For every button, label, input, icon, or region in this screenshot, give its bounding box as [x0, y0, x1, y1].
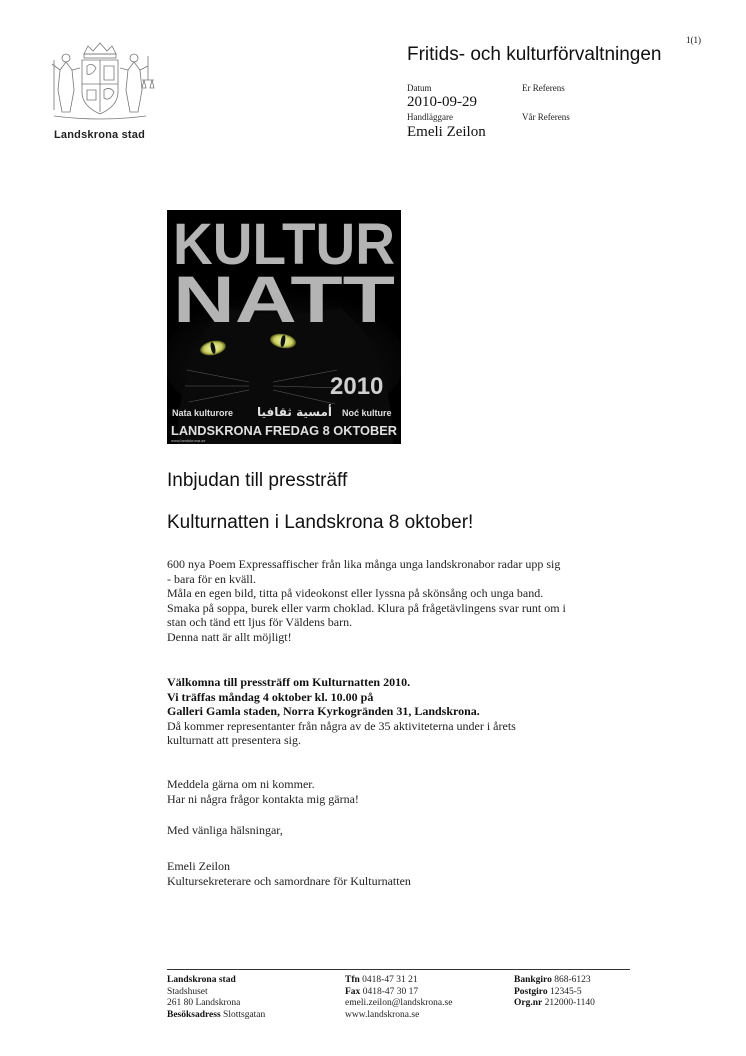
bold-line: Välkomna till pressträff om Kulturnatten 2010.: [167, 675, 411, 689]
text-line: - bara för en kväll.: [167, 571, 256, 586]
footer-web-link[interactable]: www.landskrona.se: [345, 1009, 420, 1020]
footer-fax-label: Fax: [345, 986, 361, 997]
text-line: Har ni några frågor kontakta mig gärna!: [167, 791, 359, 806]
footer-orgnr-label: Org.nr: [514, 998, 543, 1008]
footer-visit-label: Besöksadress: [167, 1009, 221, 1020]
footer-org: Landskrona stad: [167, 975, 236, 985]
signature-name: Emeli Zeilon: [167, 859, 230, 873]
footer-postgiro-value: 12345-5: [549, 986, 582, 997]
press-meeting-paragraph: [167, 675, 667, 748]
footer-email-link[interactable]: emeli.zeilon@landskrona.se: [345, 998, 453, 1008]
poster-title-natt: NATT: [173, 262, 395, 336]
text-line: stan och tänd ett ljus för Väldens barn.: [167, 615, 353, 630]
footer-payment: [514, 975, 595, 1010]
footer-address: [167, 975, 265, 1021]
er-referens-label: Er Referens: [522, 83, 565, 93]
datum-value: 2010-09-29: [407, 94, 477, 110]
footer-tfn-value: 0418-47 31 21: [362, 975, 418, 985]
footer-tfn-label: Tfn: [345, 975, 360, 985]
text-line: Måla en egen bild, titta på videokonst eller lyssna på skönsång och unga band.: [167, 586, 544, 601]
footer-bankgiro-value: 868-6123: [554, 975, 591, 985]
var-referens-label: Vår Referens: [522, 112, 570, 122]
poster-url: www.landskrona.se: [171, 438, 206, 443]
signature-title: Kultursekreterare och samordnare för Kulturnatten: [167, 873, 411, 888]
poster-tagline-arabic: أمسية ثقافيا: [257, 405, 333, 419]
footer-building: Stadshuset: [167, 986, 208, 997]
footer-fax-value: 0418-47 30 17: [362, 986, 419, 997]
bold-line: Vi träffas måndag 4 oktober kl. 10.00 på: [167, 689, 374, 704]
text-line: 600 nya Poem Expressaffischer från lika många unga landskronabor radar upp sig: [167, 557, 561, 571]
footer-contact: [345, 975, 452, 1021]
text-line: Meddela gärna om ni kommer.: [167, 777, 315, 791]
heading-invitation: Inbjudan till pressträff: [167, 470, 348, 491]
signature: [167, 859, 667, 888]
handlaggare-value: Emeli Zeilon: [407, 124, 486, 140]
poster-tagline-right: Noć kulture: [342, 408, 392, 418]
department-name: Fritids- och kulturförvaltningen: [407, 44, 662, 65]
poster-year: 2010: [330, 373, 384, 400]
text-line: Denna natt är allt möjligt!: [167, 629, 292, 644]
contact-paragraph: [167, 777, 667, 806]
coat-of-arms-logo: [40, 40, 160, 126]
datum-label: Datum: [407, 83, 432, 93]
closing-greeting: [167, 823, 667, 838]
kulturnatt-poster: [167, 210, 401, 444]
text-line: Smaka på soppa, burek eller varm choklad. Klura på frågetävlingens svar runt om i: [167, 600, 566, 615]
footer-postgiro-label: Postgiro: [514, 986, 548, 997]
page-number: 1(1): [686, 35, 701, 45]
footer-postal: 261 80 Landskrona: [167, 998, 241, 1008]
text-line: kulturnatt att presentera sig.: [167, 733, 301, 748]
city-logo-label: Landskrona stad: [54, 129, 146, 141]
text-line: Då kommer representanter från några av de 35 aktiviteterna under i årets: [167, 718, 516, 733]
poster-title-kultur: KULTUR: [173, 212, 395, 277]
text-line: Med vänliga hälsningar,: [167, 823, 283, 837]
handlaggare-label: Handläggare: [407, 112, 453, 122]
footer-bankgiro-label: Bankgiro: [514, 975, 552, 985]
intro-paragraph: [167, 557, 667, 645]
footer-visit-value: Slottsgatan: [223, 1009, 266, 1020]
footer-divider: [167, 969, 630, 970]
poster-event-line: LANDSKRONA FREDAG 8 OKTOBER: [171, 424, 397, 438]
bold-line: Galleri Gamla staden, Norra Kyrkogränden 31, Landskrona.: [167, 704, 480, 719]
footer-orgnr-value: 212000-1140: [544, 998, 595, 1008]
heading-event: Kulturnatten i Landskrona 8 oktober!: [167, 512, 474, 533]
poster-tagline-left: Nata kulturore: [172, 408, 234, 418]
